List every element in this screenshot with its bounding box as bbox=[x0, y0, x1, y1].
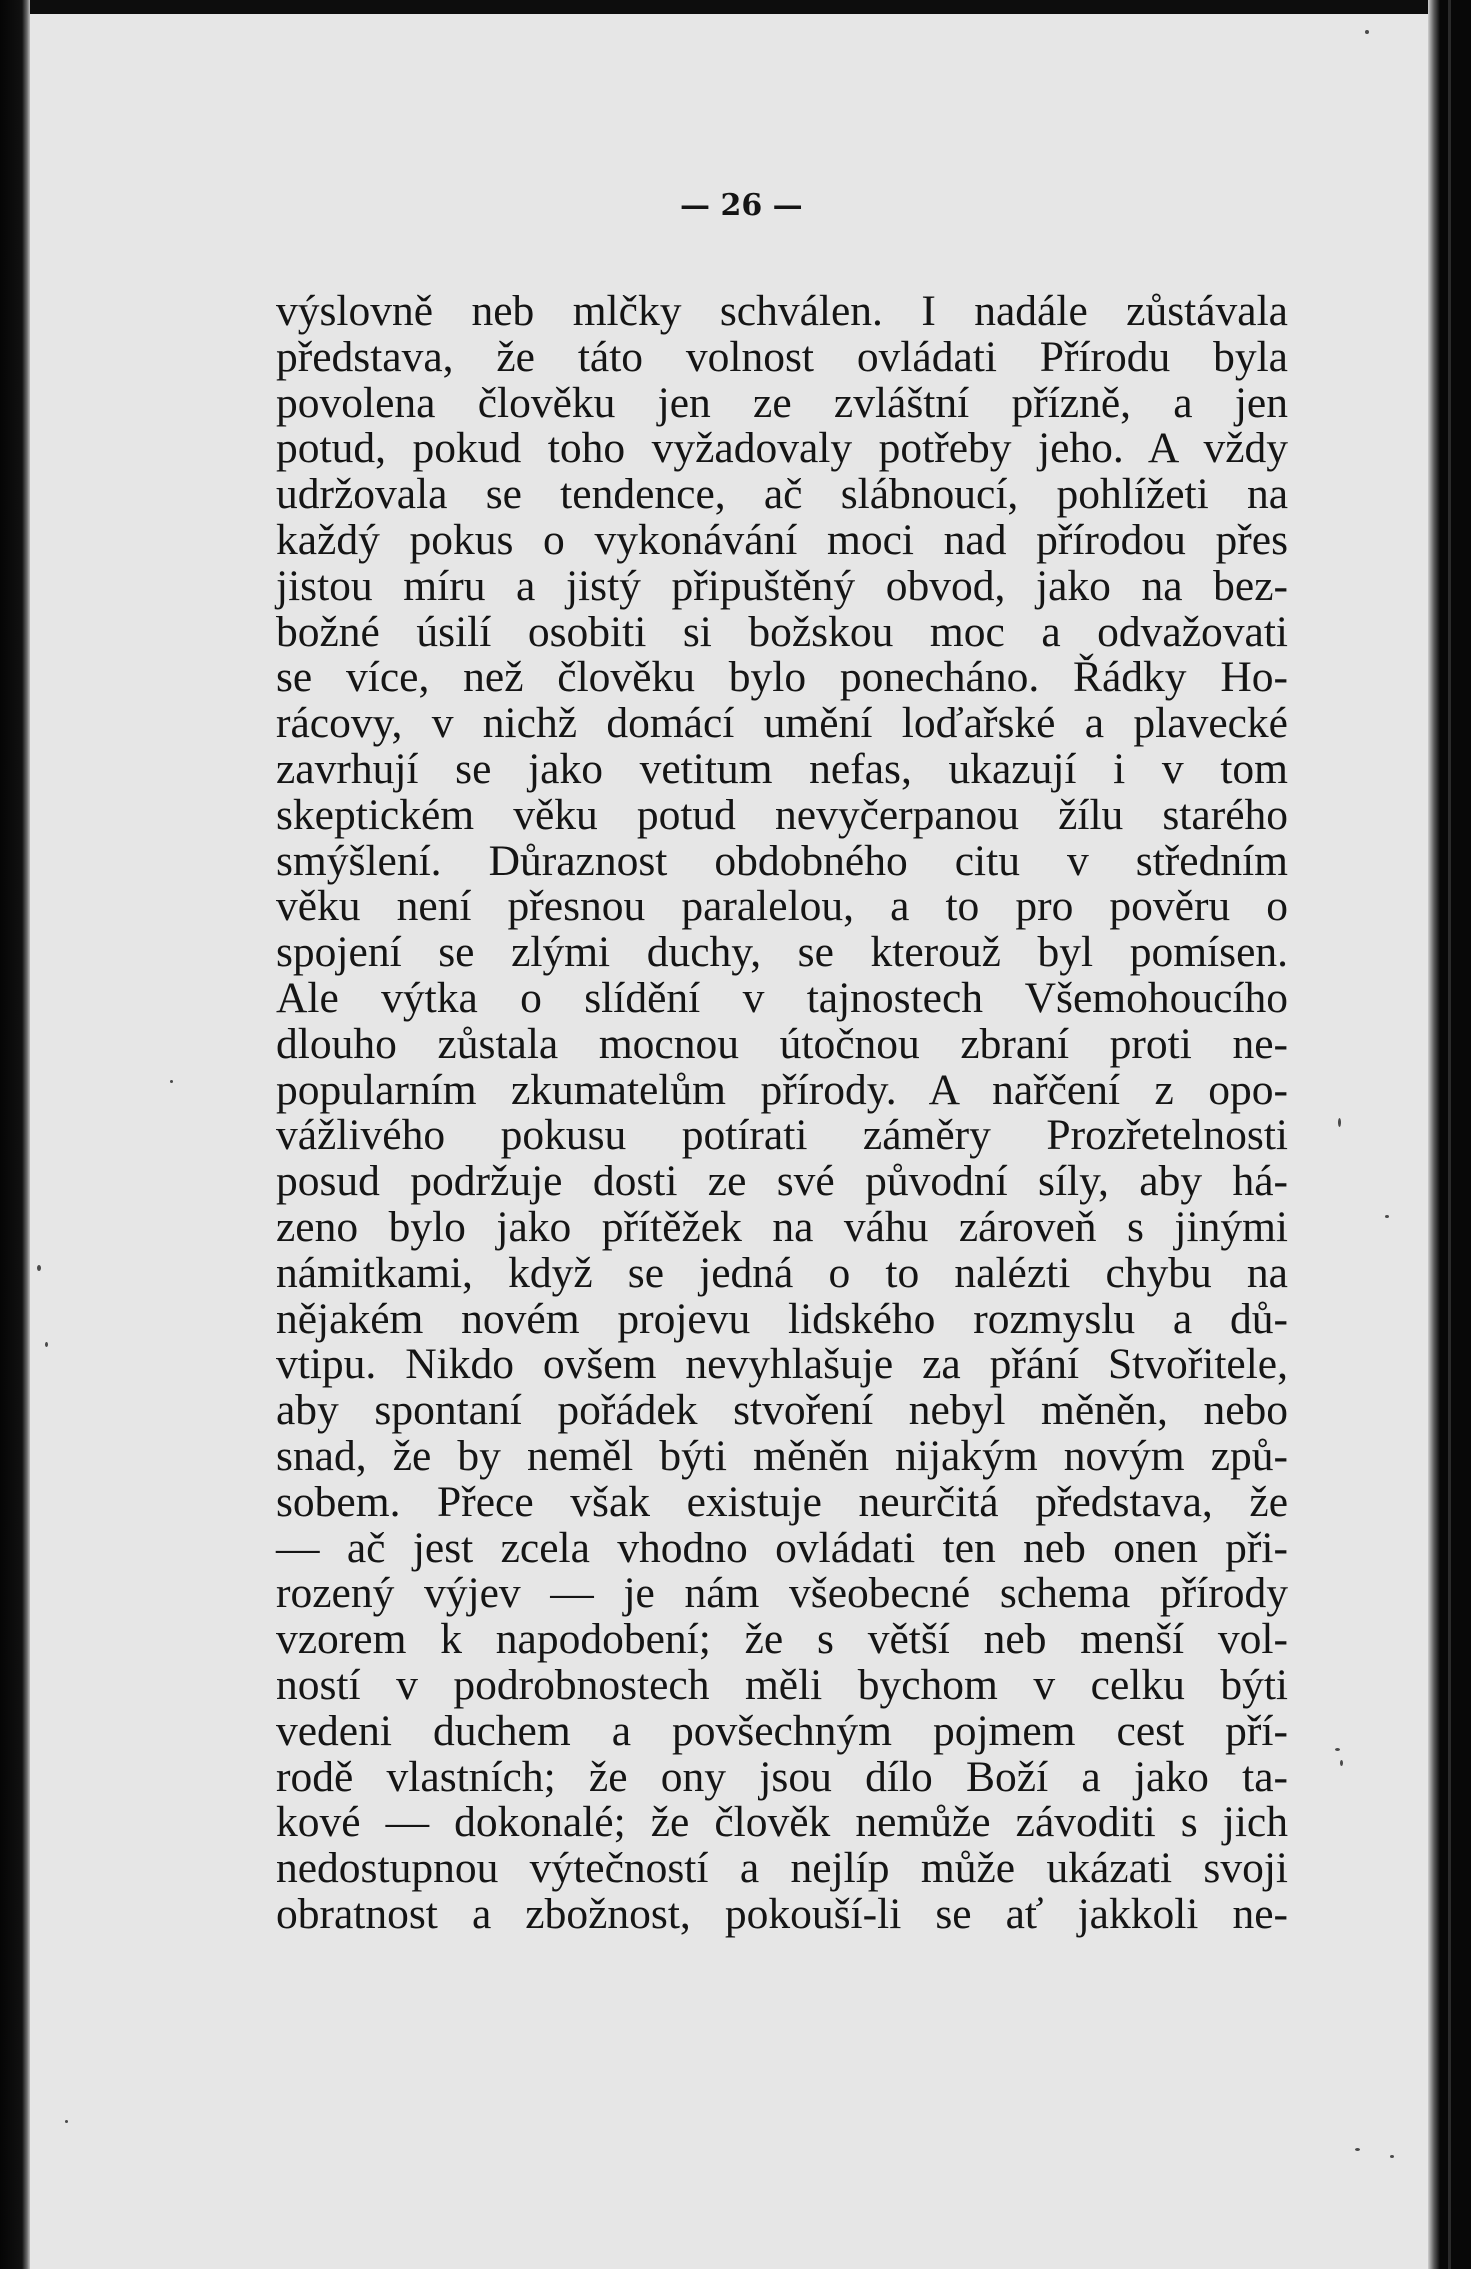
text-line: námitkami, když se jedná o to nalézti chybu na bbox=[276, 1248, 1288, 1297]
text-line: rodě vlastních; že ony jsou dílo Boží a jako ta- bbox=[276, 1752, 1288, 1801]
text-line: posud podržuje dosti ze své původní síly, aby há- bbox=[276, 1157, 1288, 1206]
scan-speck bbox=[1335, 1748, 1340, 1751]
text-line: aby spontaní pořádek stvoření nebyl měněn, nebo bbox=[276, 1386, 1288, 1435]
scan-speck bbox=[1355, 2148, 1360, 2151]
text-line: nějakém novém projevu lidského rozmyslu a dů- bbox=[276, 1294, 1288, 1343]
text-line: — ač jest zcela vhodno ovládati ten neb onen při- bbox=[276, 1523, 1288, 1572]
text-line: výslovně neb mlčky schválen. I nadále zůstávala bbox=[276, 287, 1288, 335]
scan-speck bbox=[1385, 1215, 1389, 1218]
scan-top-border bbox=[0, 0, 1471, 14]
scan-speck bbox=[1390, 2155, 1394, 2158]
text-line: kové — dokonalé; že člověk nemůže závoditi s jich bbox=[276, 1798, 1288, 1847]
text-line: ností v podrobnostech měli bychom v celku býti bbox=[276, 1660, 1288, 1709]
scan-speck bbox=[1365, 30, 1369, 34]
scan-speck bbox=[1338, 1118, 1341, 1127]
text-line: popularním zkumatelům přírody. A nařčení z opo- bbox=[276, 1065, 1288, 1114]
text-line: každý pokus o vykonávání moci nad přírodou přes bbox=[276, 515, 1288, 564]
text-line: vedeni duchem a povšechným pojmem cest pří- bbox=[276, 1706, 1288, 1755]
text-line: rozený výjev — je nám všeobecné schema přírody bbox=[276, 1569, 1288, 1618]
text-line: spojení se zlými duchy, se kterouž byl pomísen. bbox=[276, 928, 1288, 977]
body-text bbox=[276, 289, 1288, 1938]
scan-speck bbox=[1340, 1760, 1343, 1766]
page-number: — 26 — bbox=[680, 188, 803, 223]
text-line: obratnost a zbožnost, pokouší-li se ať jakkoli ne- bbox=[276, 1889, 1288, 1938]
text-line: sobem. Přece však existuje neurčitá představa, že bbox=[276, 1477, 1288, 1526]
text-line: věku není přesnou paralelou, a to pro pověru o bbox=[276, 882, 1288, 931]
text-line: vzorem k napodobení; že s větší neb menší vol- bbox=[276, 1615, 1288, 1664]
scan-speck bbox=[170, 1080, 173, 1083]
text-line: nedostupnou výtečností a nejlíp může ukázati svoji bbox=[276, 1844, 1288, 1893]
text-line: zeno bylo jako přítěžek na váhu zároveň s jinými bbox=[276, 1202, 1288, 1251]
text-line: božné úsilí osobiti si božskou moc a odvažovati bbox=[276, 607, 1288, 656]
text-line: smýšlení. Důraznost obdobného citu v středním bbox=[276, 836, 1288, 885]
scan-right-border bbox=[1428, 0, 1471, 2269]
text-line: Ale výtka o slídění v tajnostech Všemohoucího bbox=[276, 973, 1288, 1022]
text-line: se více, než člověku bylo ponecháno. Řádky Ho- bbox=[276, 653, 1288, 702]
scan-left-border bbox=[0, 0, 30, 2269]
text-line: skeptickém věku potud nevyčerpanou žílu starého bbox=[276, 790, 1288, 839]
text-line: vtipu. Nikdo ovšem nevyhlašuje za přání Stvořitele, bbox=[276, 1340, 1288, 1389]
scan-speck bbox=[45, 1342, 48, 1347]
text-line: jistou míru a jistý připuštěný obvod, jako na bez- bbox=[276, 561, 1288, 610]
text-line: povolena člověku jen ze zvláštní přízně, a jen bbox=[276, 378, 1288, 427]
text-line: představa, že táto volnost ovládati Přírodu byla bbox=[276, 332, 1288, 381]
text-line: dlouho zůstala mocnou útočnou zbraní proti ne- bbox=[276, 1019, 1288, 1068]
text-line: rácovy, v nichž domácí umění loďařské a plavecké bbox=[276, 699, 1288, 748]
scan-speck bbox=[37, 1265, 41, 1271]
text-line: udržovala se tendence, ač slábnoucí, pohlížeti na bbox=[276, 470, 1288, 519]
text-line: potud, pokud toho vyžadovaly potřeby jeho. A vždy bbox=[276, 424, 1288, 473]
scan-speck bbox=[65, 2120, 68, 2123]
text-line: vážlivého pokusu potírati záměry Prozřetelnosti bbox=[276, 1111, 1288, 1160]
text-line: snad, že by neměl býti měněn nijakým novým způ- bbox=[276, 1431, 1288, 1480]
text-line: zavrhují se jako vetitum nefas, ukazují i v tom bbox=[276, 744, 1288, 793]
